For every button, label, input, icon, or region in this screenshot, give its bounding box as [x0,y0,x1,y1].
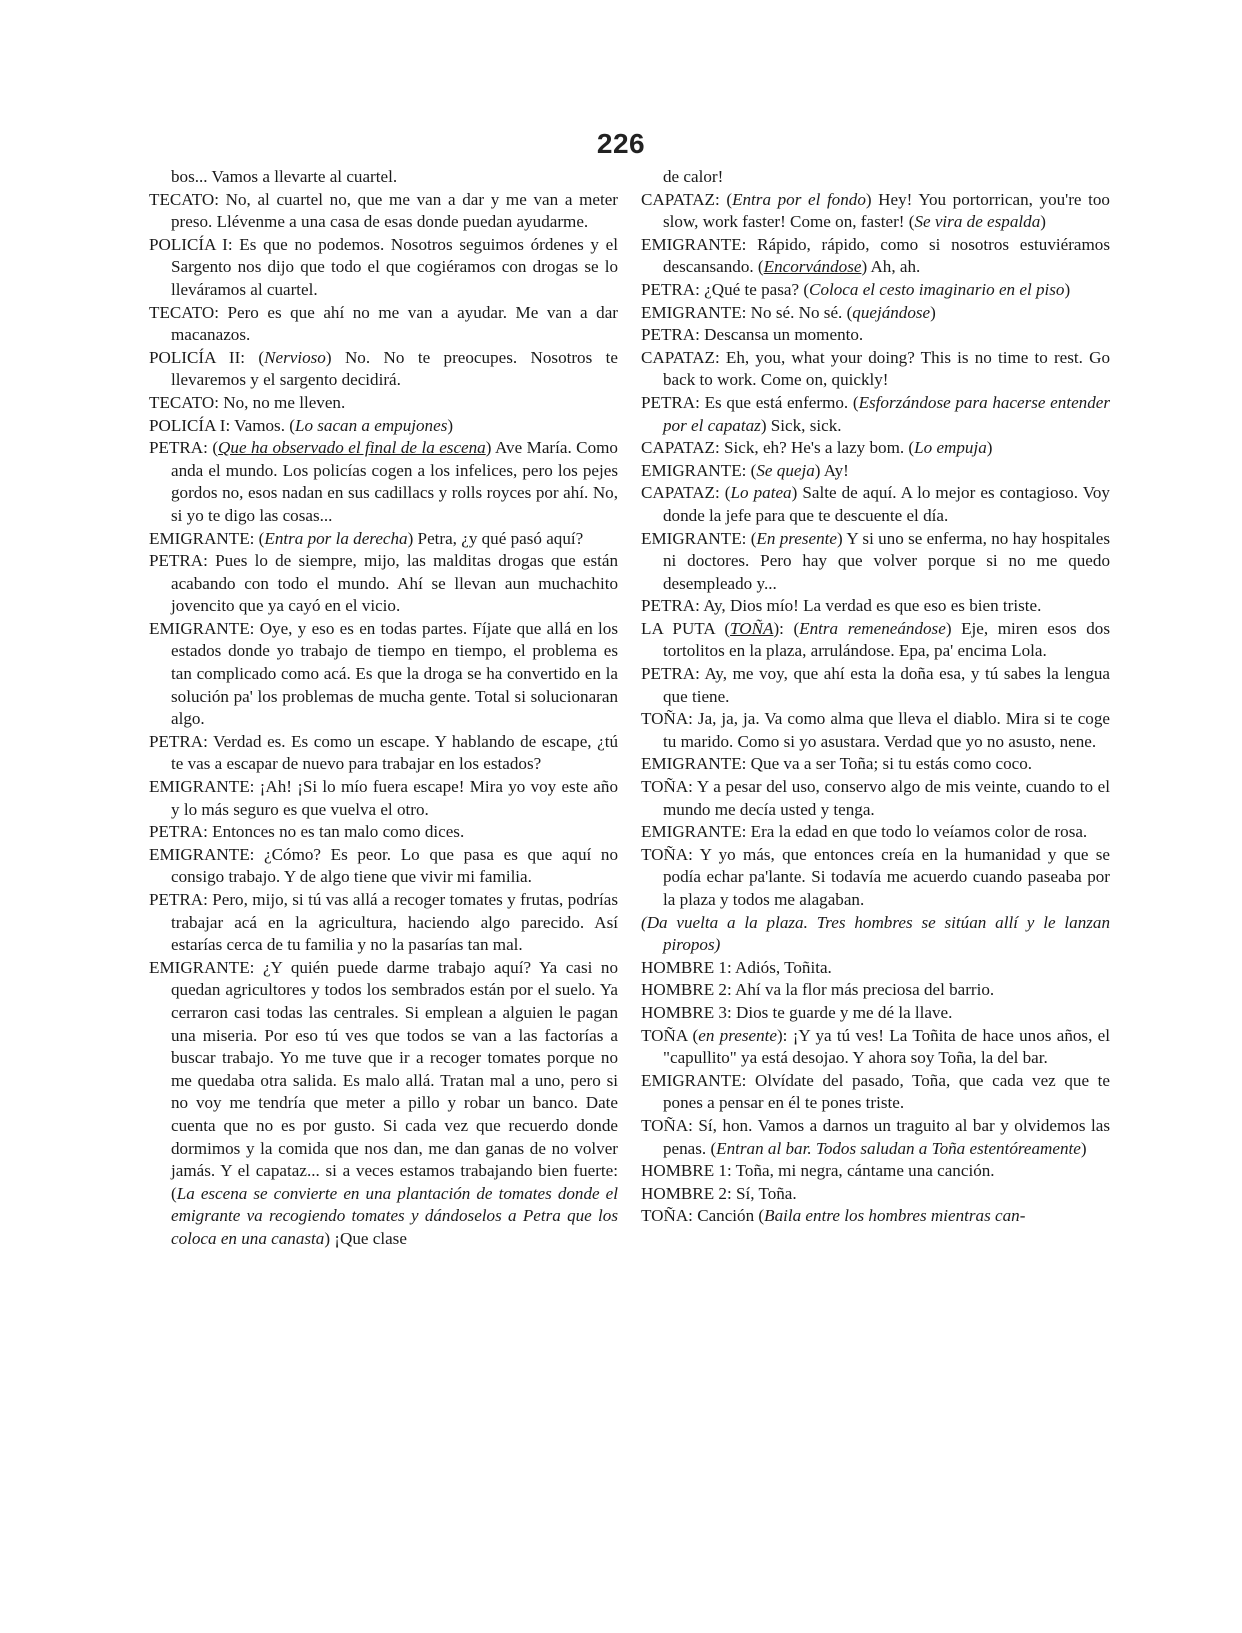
dialogue-text: TOÑA: Y a pesar del uso, conservo algo de mis veinte, cuando to el mundo me decía usted y tenga. [641,777,1110,819]
stage-direction: (Da vuelta a la plaza. Tres hombres se sitúan allí y le lanzan piropos) [641,912,1110,955]
dialogue-text: ): ¡Y ya tú ves! La Toñita de hace unos años, el "capullito" ya está desojao. Y ahora soy Toña, la del bar. [663,1025,1110,1068]
dialogue-text: TOÑA: Y yo más, que entonces creía en la humanidad y que se podía echar pa'lante. Si todavía me acuerdo cuando paseaba por la plaza y todos me alagaban. [641,844,1110,909]
dialogue-paragraph [641,347,1110,392]
dialogue-text: ) [930,302,936,322]
stage-direction: Entra por el fondo [732,189,866,209]
dialogue-text: POLICÍA I: Vamos. ( [149,415,295,435]
stage-direction: En presente [756,528,838,548]
dialogue-paragraph [641,1205,1110,1228]
dialogue-text: EMIGRANTE: Que va a ser Toña; si tu estás como coco. [641,754,1033,774]
dialogue-paragraph [641,528,1110,596]
dialogue-text: EMIGRANTE: ( [641,528,757,548]
dialogue-paragraph [641,392,1110,437]
dialogue-paragraph [149,189,618,234]
stage-direction: Baila entre los hombres mientras can- [764,1206,1026,1226]
dialogue-text: HOMBRE 3: Dios te guarde y me dé la llave. [641,1002,953,1022]
dialogue-text: EMIGRANTE: ( [149,528,265,548]
dialogue-text: LA PUTA ( [641,618,731,638]
dialogue-paragraph [641,189,1110,234]
stage-direction: Nervioso [264,347,326,367]
dialogue-paragraph [149,776,618,821]
dialogue-text: PETRA: Pues lo de siempre, mijo, las malditas drogas que están acabando con todo el mundo. Ahí se llevan aun muchachito jovencito que ya cayó en el vicio. [149,551,618,616]
dialogue-paragraph [641,460,1110,483]
dialogue-paragraph [149,821,618,844]
dialogue-text: HOMBRE 2: Sí, Toña. [641,1183,797,1203]
dialogue-paragraph [641,437,1110,460]
dialogue-text: EMIGRANTE: Rápido, rápido, como si nosotros estuviéramos descansando. ( [641,234,1110,277]
dialogue-paragraph [641,912,1110,957]
stage-direction: Se queja [756,460,815,480]
dialogue-text: PETRA: Ay, me voy, que ahí esta la doña esa, y tú sabes la lengua que tiene. [641,664,1110,706]
stage-direction: Lo empuja [914,438,987,458]
dialogue-text: bos... Vamos a llevarte al cuartel. [171,167,398,186]
dialogue-text: ) [986,438,993,458]
stage-direction: Lo sacan a empujones [294,415,448,435]
dialogue-text: ) [447,415,454,435]
dialogue-paragraph [149,234,618,302]
dialogue-text: POLICÍA I: Es que no podemos. Nosotros seguimos órdenes y el Sargento nos dijo que todo el que cogiéramos con drogas se lo lleváramos al cuartel. [149,234,618,299]
dialogue-text: ) Y si uno se enferma, no hay hospitales ni doctores. Pero hay que volver porque si no me quedo desempleado y... [663,528,1111,593]
dialogue-paragraph [641,957,1110,980]
stage-direction: Esforzándose para hacerse entender por el capataz [663,392,1110,435]
stage-direction: Entra remeneándose [799,618,946,638]
dialogue-text: CAPATAZ: ( [641,483,731,503]
dialogue-text: PETRA: Entonces no es tan malo como dices. [149,822,465,842]
dialogue-paragraph [641,1183,1110,1206]
dialogue-text: EMIGRANTE: ( [641,460,757,480]
dialogue-text: ) Petra, ¿y qué pasó aquí? [407,528,584,548]
dialogue-paragraph [641,302,1110,325]
dialogue-paragraph [149,437,618,527]
dialogue-paragraph [641,979,1110,1002]
dialogue-text: PETRA: Verdad es. Es como un escape. Y hablando de escape, ¿tú te vas a escapar de nuevo para trabajar en los estados? [149,731,618,774]
dialogue-text: CAPATAZ: Sick, eh? He's a lazy bom. ( [641,438,915,458]
stage-direction: Coloca el cesto imaginario en el piso [809,279,1065,299]
dialogue-text: TECATO: Pero es que ahí no me van a ayudar. Me van a dar macanazos. [149,302,618,345]
stage-direction: Encorvándose [763,257,862,277]
dialogue-paragraph [149,415,618,438]
dialogue-text: ) Ave María. Como anda el mundo. Los policías cogen a los infelices, pero los pejes gordos no, esos nadan en sus cadillacs y rolls royces por ahí. No, si yo te digo las cosas... [171,438,618,525]
dialogue-paragraph [641,1160,1110,1183]
dialogue-paragraph [149,731,618,776]
dialogue-paragraph [641,279,1110,302]
dialogue-text: ) Salte de aquí. A lo mejor es contagioso. Voy donde la jefe para que te descuente el día. [663,483,1110,525]
dialogue-paragraph [641,821,1110,844]
dialogue-paragraph [149,166,618,189]
dialogue-paragraph [641,708,1110,753]
stage-direction: Lo patea [730,483,792,503]
dialogue-paragraph [641,324,1110,347]
dialogue-paragraph [641,776,1110,821]
page-number: 226 [596,128,646,159]
dialogue-paragraph [641,618,1110,663]
dialogue-text: PETRA: Ay, Dios mío! La verdad es que eso es bien triste. [641,596,1042,616]
dialogue-text: EMIGRANTE: ¡Ah! ¡Si lo mío fuera escape! Mira yo voy este año y lo más seguro es que vuelva el otro. [149,777,618,819]
dialogue-paragraph [641,595,1110,618]
dialogue-text: HOMBRE 2: Ahí va la flor más preciosa del barrio. [641,980,995,1000]
dialogue-text: EMIGRANTE: Olvídate del pasado, Toña, que cada vez que te pones a pensar en él te pones triste. [641,1070,1110,1113]
dialogue-paragraph [149,844,618,889]
dialogue-text: TOÑA: Ja, ja, ja. Va como alma que lleva el diablo. Mira si te coge tu marido. Como si yo asustara. Verdad que yo no asusto, nene. [641,709,1110,751]
dialogue-paragraph [641,1002,1110,1025]
dialogue-paragraph [641,663,1110,708]
dialogue-text: TOÑA: Sí, hon. Vamos a darnos un traguito al bar y olvidemos las penas. ( [641,1115,1110,1158]
dialogue-paragraph [641,1025,1110,1070]
dialogue-text: ) [1080,1138,1087,1158]
dialogue-paragraph [149,957,618,1251]
dialogue-text: ) Ah, ah. [861,257,921,277]
dialogue-paragraph [641,1115,1110,1160]
right-column [641,166,1110,1228]
stage-direction: Se vira de espalda [914,212,1041,232]
dialogue-text: EMIGRANTE: ¿Cómo? Es peor. Lo que pasa es que aquí no consigo trabajo. Y de algo tiene que vivir mi familia. [149,844,618,887]
dialogue-paragraph [641,844,1110,912]
dialogue-text: PETRA: ¿Qué te pasa? ( [641,279,810,299]
dialogue-text: PETRA: Descansa un momento. [641,325,864,345]
stage-direction: TOÑA [730,618,774,638]
dialogue-text: EMIGRANTE: ¿Y quién puede darme trabajo aquí? Ya casi no quedan agricultores y todos los sembrados están por el suelo. Ya cerraron casi todas las centrales. Si emplean a alguien le pagan una miseria. Por eso tú ves que todos se van a las factorías a buscar trabajo. Yo me tuve que ir a recoger tomates porque no me quedaba otra salida. Es malo allá. Tratan mal a uno, pero si no voy me tendría que meter a pillo y robar un banco. Date cuenta que no es por gusto. Si cada vez que recuerdo donde dormimos y la comida que nos dan, me dan ganas de no volver jamás. Y el capataz... si a veces estamos trabajando bien fuerte: ( [149,957,618,1203]
stage-direction: Que ha observado el final de la escena [218,438,486,458]
dialogue-paragraph [149,550,618,618]
dialogue-text: ) Sick, sick. [760,415,842,435]
dialogue-text: ) Ay! [814,460,849,480]
dialogue-text: TOÑA: Canción ( [641,1206,765,1226]
stage-direction: Entra por la derecha [264,528,408,548]
dialogue-paragraph [641,234,1110,279]
dialogue-paragraph [641,1070,1110,1115]
dialogue-text: EMIGRANTE: Era la edad en que todo lo veíamos color de rosa. [641,822,1088,842]
dialogue-text: HOMBRE 1: Toña, mi negra, cántame una canción. [641,1161,995,1181]
dialogue-text: CAPATAZ: ( [641,189,733,209]
dialogue-text: CAPATAZ: Eh, you, what your doing? This is no time to rest. Go back to work. Come on, quickly! [641,347,1110,390]
dialogue-text: TECATO: No, al cuartel no, que me van a dar y me van a meter preso. Llévenme a una casa de esas donde puedan ayudarme. [149,189,618,232]
dialogue-paragraph [149,528,618,551]
dialogue-paragraph [641,166,1110,189]
stage-direction: La escena se convierte en una plantación de tomates donde el emigrante va recogiendo tomates y dándoselos a Petra que los coloca en una canasta [171,1183,618,1248]
dialogue-text: PETRA: Es que está enfermo. ( [641,392,859,412]
dialogue-text: EMIGRANTE: No sé. No sé. ( [641,302,853,322]
dialogue-text: ) [1064,279,1071,299]
stage-direction: quejándose [852,302,931,322]
dialogue-text: POLICÍA II: ( [149,347,265,367]
stage-direction: en presente [698,1025,777,1045]
dialogue-text: ) Hey! You portorrican, you're too slow, work faster! Come on, faster! ( [663,189,1110,232]
dialogue-text: ) Eje, miren esos dos tortolitos en la plaza, arrulándose. Epa, pa' encima Lola. [663,618,1110,661]
dialogue-text: ): ( [773,618,800,638]
dialogue-paragraph [149,347,618,392]
dialogue-paragraph [641,753,1110,776]
dialogue-text: PETRA: ( [149,438,219,458]
dialogue-text: de calor! [663,167,724,186]
dialogue-paragraph [149,889,618,957]
dialogue-text: ) ¡Que clase [324,1228,407,1248]
dialogue-text: EMIGRANTE: Oye, y eso es en todas partes. Fíjate que allá en los estados donde yo trabajo de tiempo en tiempo, el problema es tan complicado como acá. Es que la droga se ha convertido en la solución pa' los problemas de mucha gente. Total si solucionaran algo. [149,618,618,729]
dialogue-text: ) No. No te preocupes. Nosotros te llevaremos y el sargento decidirá. [171,347,618,390]
dialogue-text: ) [1040,212,1046,232]
dialogue-paragraph [149,618,618,731]
dialogue-text: HOMBRE 1: Adiós, Toñita. [641,957,832,977]
dialogue-text: TECATO: No, no me lleven. [149,392,346,412]
dialogue-paragraph [641,482,1110,527]
dialogue-paragraph [149,392,618,415]
dialogue-text: PETRA: Pero, mijo, si tú vas allá a recoger tomates y frutas, podrías trabajar acá en la agricultura, haciendo algo parecido. Así estarías cerca de tu familia y no la pasarías tan mal. [149,890,618,955]
dialogue-paragraph [149,302,618,347]
dialogue-text: TOÑA ( [641,1025,699,1045]
stage-direction: Entran al bar. Todos saludan a Toña estentóreamente [716,1138,1081,1158]
left-column [149,166,618,1251]
